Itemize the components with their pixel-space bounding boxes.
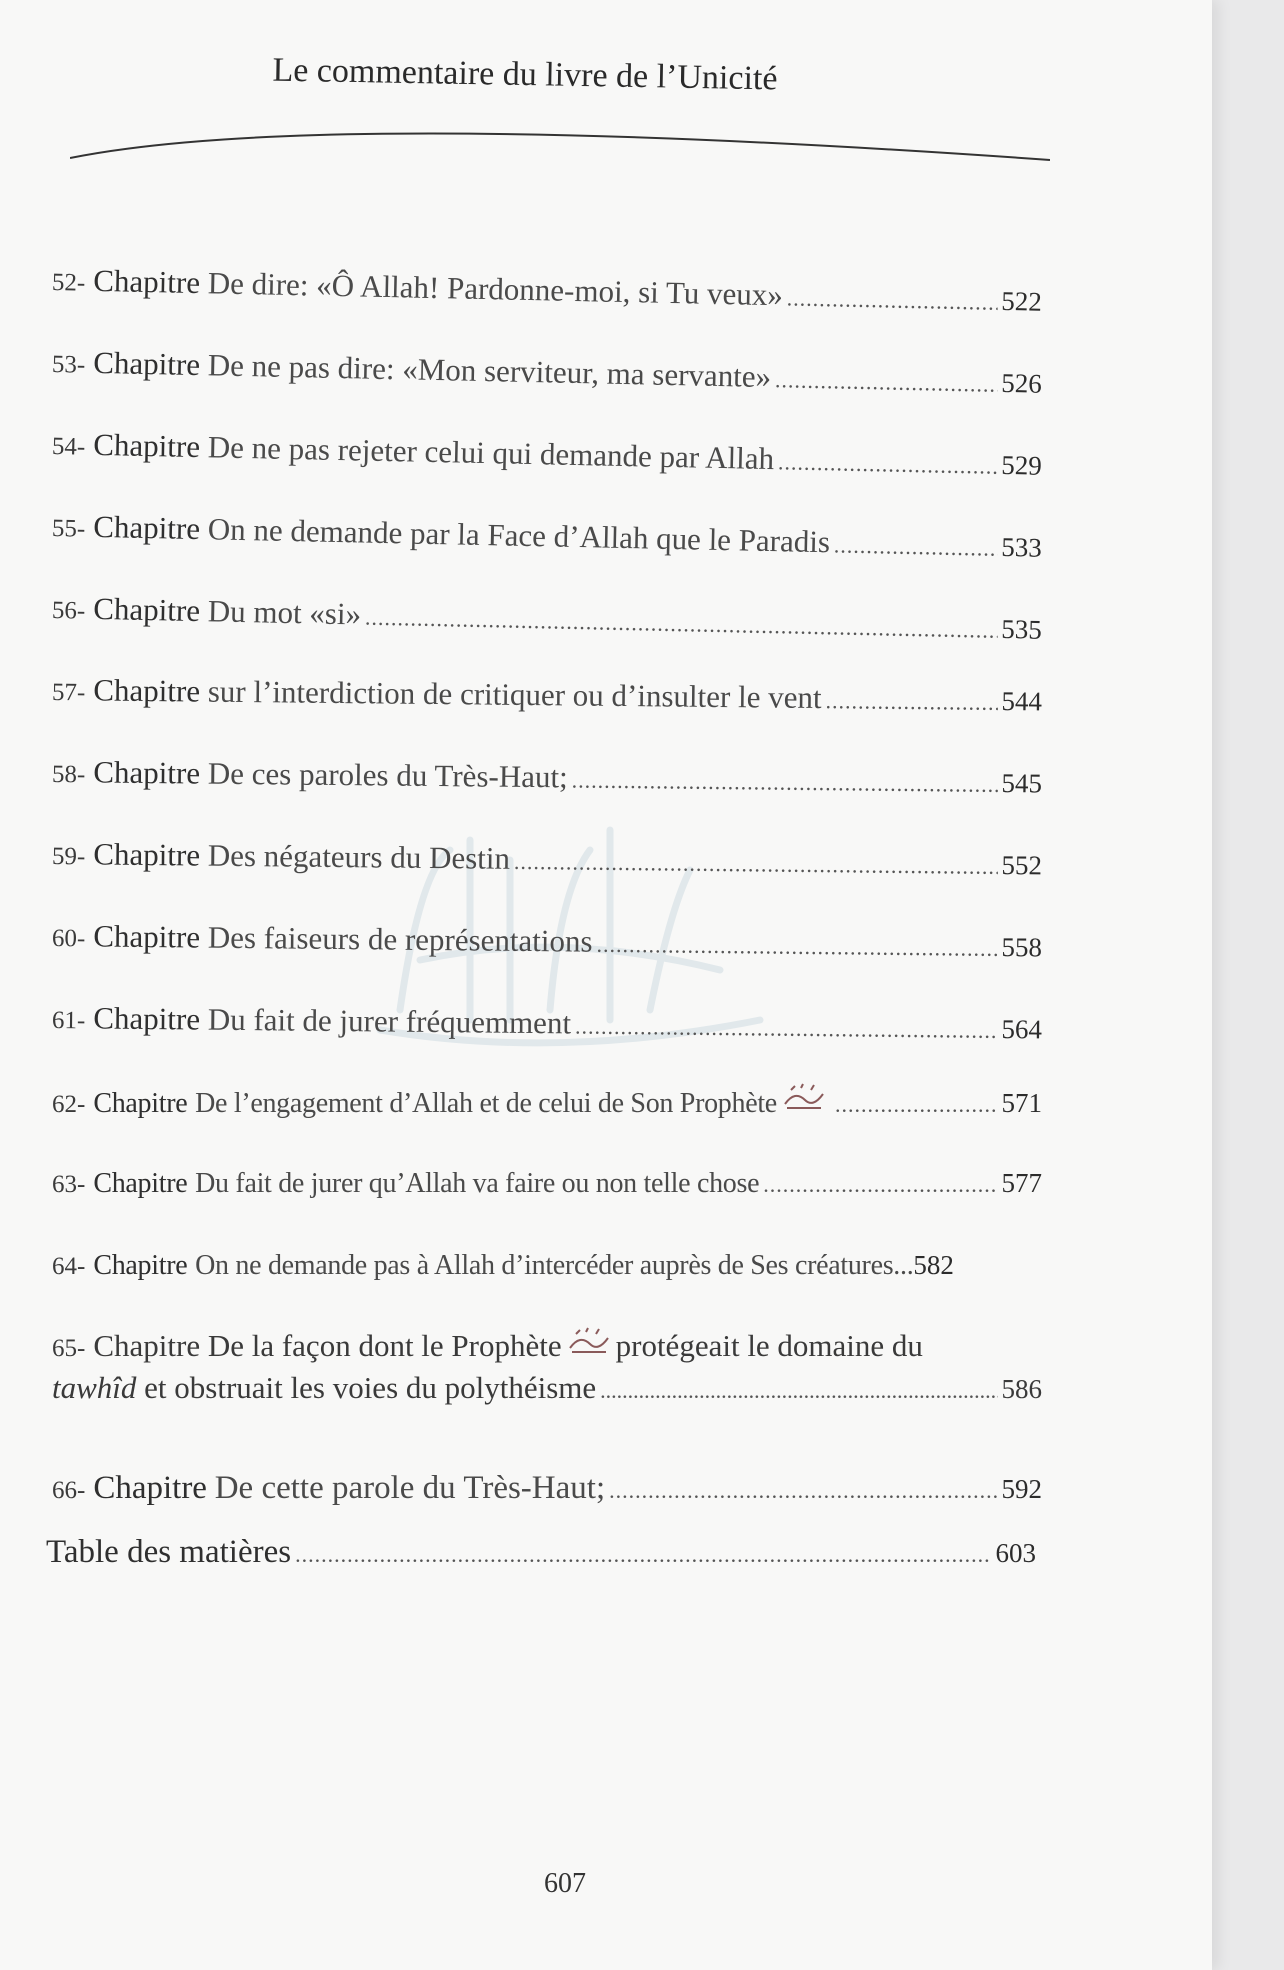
dot-leader: [787, 285, 998, 315]
dot-leader: [365, 605, 998, 644]
toc-entry-63[interactable]: 63- Chapitre Du fait de jurer qu’Allah va faire ou non telle chose ..... 577: [52, 1164, 1042, 1200]
toc-entry-65[interactable]: [52, 1326, 1042, 1406]
toc-entry-58[interactable]: 58- Chapitre De ces paroles du Très-Haut; ..... 545: [52, 754, 1042, 800]
arabic-salutation-seal-icon: [566, 1326, 612, 1356]
arabic-salutation-seal-icon: [781, 1082, 827, 1112]
dot-leader: [600, 1378, 997, 1404]
toc-entry-52[interactable]: 52- Chapitre De dire: «Ô Allah! Pardonne-moi, si Tu veux» ..... 522: [52, 262, 1043, 319]
toc-entry-65-line-2: tawhîd et obstruait les voies du polythéisme ..... 586: [52, 1370, 1042, 1406]
dot-leader: [835, 1092, 998, 1118]
dot-leader: [609, 1478, 997, 1504]
dot-leader: [596, 932, 997, 962]
toc-entry-57[interactable]: 57- Chapitre sur l’interdiction de critiquer ou d’insulter le vent ..... 544: [52, 672, 1042, 718]
dot-leader: [778, 449, 998, 480]
toc-entry-64[interactable]: 64- Chapitre On ne demande pas à Allah d’intercéder auprès de Ses créatures... 582: [52, 1250, 954, 1281]
toc-entry-61[interactable]: 61- Chapitre Du fait de jurer fréquemment ..... 564: [52, 1000, 1042, 1046]
dot-leader: [575, 1013, 998, 1043]
toc-entry-62[interactable]: 62- Chapitre De l’engagement d’Allah et de celui de Son Prophète ..... 571: [52, 1082, 1042, 1120]
dot-leader: [775, 367, 998, 398]
toc-entry-54[interactable]: 54- Chapitre De ne pas rejeter celui qui demande par Allah ..... 529: [52, 426, 1043, 483]
toc-entry-60[interactable]: 60- Chapitre Des faiseurs de représentations ..... 558: [52, 918, 1042, 964]
dot-leader: [514, 849, 998, 880]
header-rule: [70, 108, 1050, 168]
running-header: Le commentaire du livre de l’Unicité: [272, 51, 778, 98]
dot-leader: [763, 1172, 997, 1198]
page-number: 607: [544, 1868, 586, 1899]
toc-entry-53[interactable]: 53- Chapitre De ne pas dire: «Mon serviteur, ma servante» ..... 526: [52, 344, 1043, 401]
toc-entry-65-line-1: 65- Chapitre De la façon dont le Prophète protégeait le domaine du: [52, 1328, 923, 1363]
dot-leader: [825, 688, 997, 716]
toc-entry-59[interactable]: 59- Chapitre Des négateurs du Destin ..... 552: [52, 836, 1042, 882]
dot-leader: [834, 532, 998, 561]
dot-leader: [572, 767, 998, 797]
toc-entry-56[interactable]: 56- Chapitre Du mot «si» ..... 535: [52, 590, 1043, 647]
toc-entry-66[interactable]: 66- Chapitre De cette parole du Très-Haut; ..... 592: [52, 1470, 1042, 1507]
toc-entry-55[interactable]: 55- Chapitre On ne demande par la Face d’Allah que le Paradis ..... 533: [52, 508, 1043, 565]
term-tawhid: tawhîd: [52, 1370, 137, 1405]
dot-leader: [295, 1542, 991, 1568]
toc-entry-table[interactable]: Table des matières ..... 603: [46, 1534, 1036, 1571]
